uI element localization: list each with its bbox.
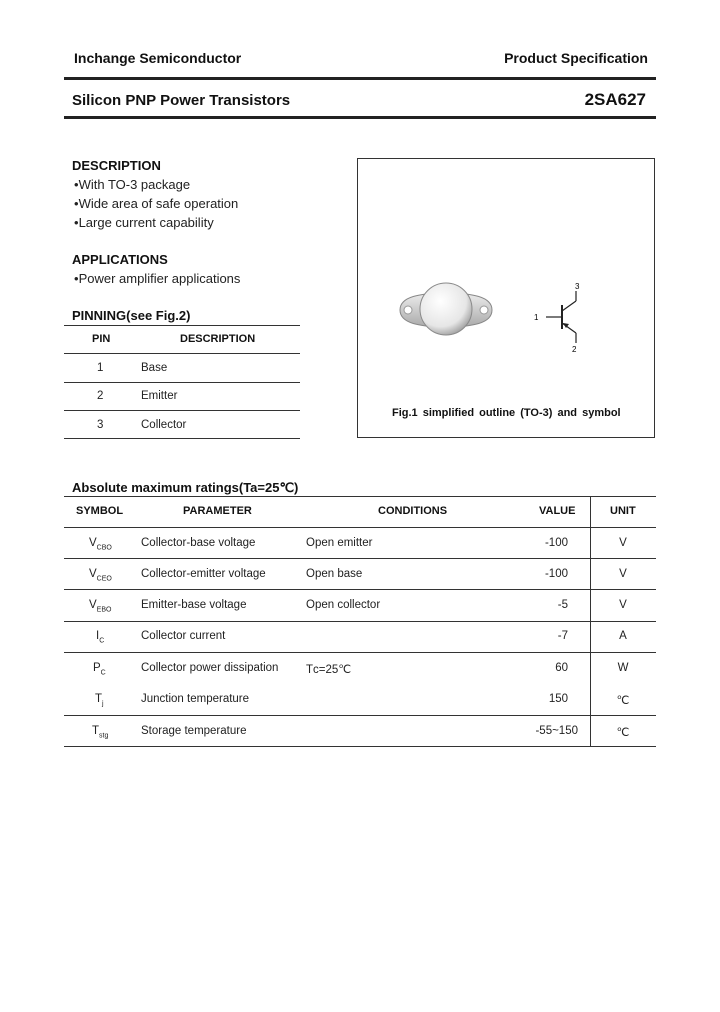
- rating-symbol: $V_{CBO}$: [89, 537, 112, 552]
- pinning-rule: [64, 353, 300, 354]
- rating-value: -55~150: [535, 725, 578, 737]
- to3-package-image: [390, 270, 502, 346]
- rating-parameter: Collector-emitter voltage: [141, 568, 266, 580]
- company-name: Inchange Semiconductor: [74, 50, 242, 66]
- ratings-rule: [64, 652, 656, 653]
- pin-number: 1: [97, 362, 104, 374]
- rating-symbol: $V_{EBO}$: [89, 599, 112, 614]
- rating-unit: W: [617, 662, 629, 674]
- pin-number: 2: [97, 390, 104, 402]
- pinning-heading: PINNING(see Fig.2): [72, 308, 191, 323]
- ratings-col-parameter: PARAMETER: [183, 505, 252, 517]
- symbol-pin-3-label: 3: [575, 283, 580, 291]
- rating-symbol: $P_C$: [93, 662, 106, 677]
- doc-type: Product Specification: [504, 50, 648, 66]
- rating-value: -7: [557, 630, 568, 642]
- rating-symbol: $T_{stg}$: [92, 725, 109, 740]
- rating-parameter: Storage temperature: [141, 725, 247, 737]
- ratings-rule: [64, 715, 656, 716]
- pin-number: 3: [97, 419, 104, 431]
- rating-parameter: Junction temperature: [141, 693, 250, 705]
- rating-parameter: Emitter-base voltage: [141, 599, 247, 611]
- rating-parameter: Collector-base voltage: [141, 537, 256, 549]
- rating-condition: Open emitter: [306, 537, 373, 549]
- rating-parameter: Collector power dissipation: [141, 662, 279, 674]
- ratings-col-value: VALUE: [539, 505, 576, 517]
- ratings-rule: [64, 558, 656, 559]
- rating-condition: Open base: [306, 568, 363, 580]
- description-item: • Wide area of safe operation: [74, 196, 238, 211]
- applications-heading: APPLICATIONS: [72, 252, 168, 267]
- ratings-heading: Absolute maximum ratings(Ta=25℃): [72, 480, 299, 495]
- ratings-rule: [64, 621, 656, 622]
- pinning-col-pin: PIN: [92, 333, 111, 345]
- rating-symbol: $T_j$: [95, 693, 104, 708]
- header-rule: [64, 77, 656, 80]
- rating-parameter: Collector current: [141, 630, 226, 642]
- pinning-rule-bottom: [64, 438, 300, 439]
- pnp-transistor-symbol: [530, 283, 590, 355]
- symbol-pin-1-label: 1: [534, 313, 539, 322]
- ratings-rule: [64, 589, 656, 590]
- rating-unit: ℃: [616, 695, 630, 707]
- pin-description: Emitter: [141, 390, 178, 402]
- pinning-rule: [64, 382, 300, 383]
- ratings-rule-top: [64, 496, 656, 497]
- rating-condition: Open collector: [306, 599, 381, 611]
- ratings-col-unit: UNIT: [610, 505, 636, 517]
- page-title: Silicon PNP Power Transistors: [72, 92, 291, 109]
- rating-value: 60: [555, 662, 568, 674]
- rating-unit: ℃: [616, 727, 630, 739]
- rating-unit: V: [619, 537, 627, 549]
- description-heading: DESCRIPTION: [72, 158, 161, 173]
- pinning-rule-top: [64, 325, 300, 326]
- rating-unit: V: [619, 568, 627, 580]
- pinning-rule: [64, 410, 300, 411]
- pin-description: Base: [141, 362, 168, 374]
- ratings-rule-bottom: [64, 746, 656, 747]
- rating-value: -5: [557, 599, 568, 611]
- title-rule: [64, 116, 656, 119]
- rating-symbol: $V_{CEO}$: [89, 568, 112, 583]
- part-number: 2SA627: [584, 90, 646, 109]
- figure-caption: Fig.1 simplified outline (TO-3) and symbol: [392, 407, 621, 419]
- applications-item: • Power amplifier applications: [74, 271, 240, 286]
- rating-symbol: $I_C$: [96, 630, 105, 645]
- pin-description: Collector: [141, 419, 187, 431]
- rating-unit: V: [619, 599, 627, 611]
- description-item: • With TO-3 package: [74, 177, 190, 192]
- description-item: • Large current capability: [74, 215, 214, 230]
- rating-value: 150: [548, 693, 568, 705]
- rating-condition: Tᴄ=25℃: [306, 664, 352, 676]
- rating-value: -100: [544, 568, 568, 580]
- pinning-col-description: DESCRIPTION: [180, 333, 256, 345]
- symbol-pin-2-label: 2: [572, 345, 577, 354]
- rating-value: -100: [544, 537, 568, 549]
- rating-unit: A: [619, 630, 627, 642]
- ratings-col-conditions: CONDITIONS: [378, 505, 448, 517]
- ratings-col-symbol: SYMBOL: [76, 505, 124, 517]
- ratings-rule: [64, 527, 656, 528]
